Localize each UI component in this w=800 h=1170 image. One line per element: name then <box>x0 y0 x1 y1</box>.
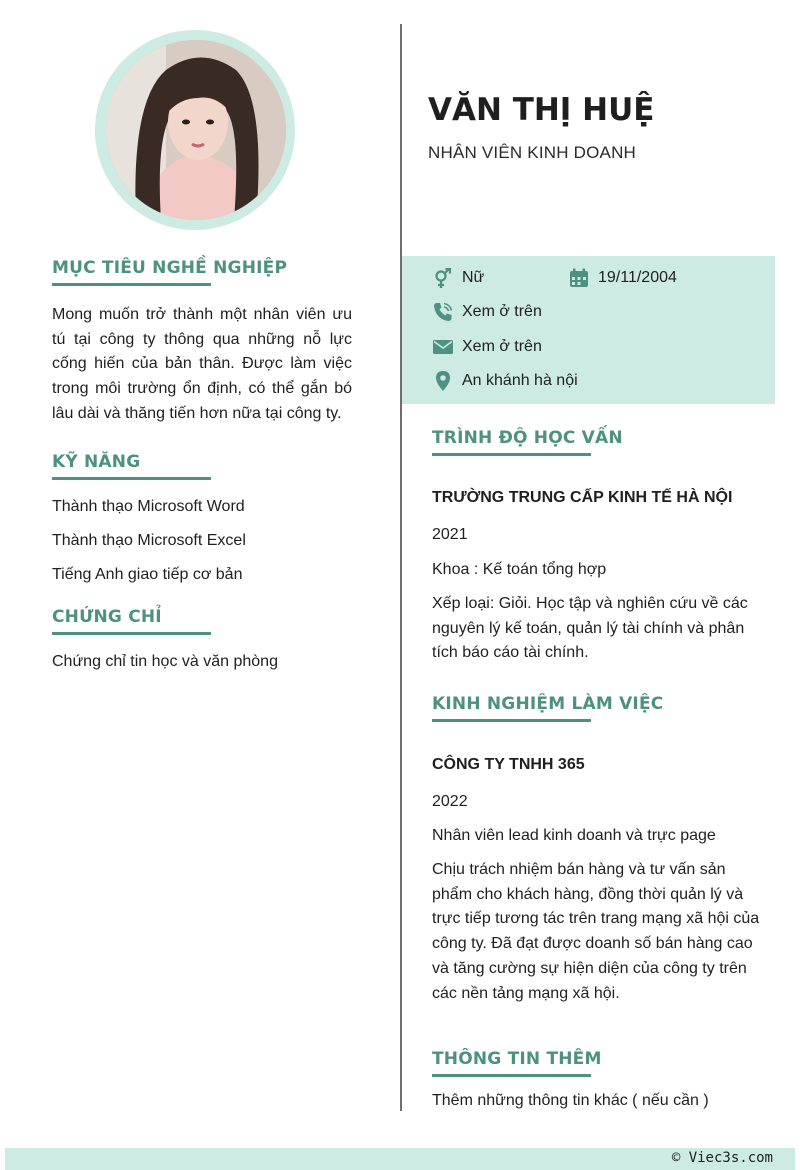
additional-text: Thêm những thông tin khác ( nếu cần ) <box>432 1092 709 1109</box>
footer-bar <box>5 1148 795 1170</box>
experience-section <box>432 692 762 1006</box>
left-column <box>52 256 352 672</box>
birthday-value: 19/11/2004 <box>598 269 677 286</box>
experience-description: Chịu trách nhiệm bán hàng và tư vấn sản phẩm cho khách hàng, đồng thời quản lý và trực tiếp tương tác trên trang mạng xã hội của công ty. Đã đạt được doanh số bán hàng cao và tăng cường sự hiện diện của công ty trên các nền tảng mạng xã hội. <box>432 861 760 1002</box>
objective-text: Mong muốn trở thành một nhân viên ưu tú tại công ty thông qua những nỗ lực cống hiến của bản thân. Được làm việc trong môi trường ổn định, có thể gắn bó lâu dài và thăng tiến hơn nữa tại công ty. <box>52 306 352 422</box>
additional-rule <box>432 1074 591 1077</box>
location-icon <box>432 370 454 392</box>
contact-email <box>432 336 542 358</box>
objective-title: MỤC TIÊU NGHỀ NGHIỆP <box>52 258 288 278</box>
experience-rule <box>432 719 591 722</box>
email-icon <box>432 336 454 358</box>
skill-item: Thành thạo Microsoft Excel <box>52 531 246 549</box>
address-value: An khánh hà nội <box>462 372 578 389</box>
education-school: TRƯỜNG TRUNG CẤP KINH TẾ HÀ NỘI <box>432 489 733 506</box>
additional-title: THÔNG TIN THÊM <box>432 1049 602 1069</box>
contact-gender <box>432 267 484 289</box>
education-title: TRÌNH ĐỘ HỌC VẤN <box>432 428 623 448</box>
certificates-rule <box>52 632 211 635</box>
certificates-title: CHỨNG CHỈ <box>52 606 162 627</box>
skill-item: Tiếng Anh giao tiếp cơ bản <box>52 565 243 583</box>
email-value: Xem ở trên <box>462 338 542 355</box>
column-divider <box>400 24 402 1111</box>
education-major: Khoa : Kế toán tổng hợp <box>432 561 607 578</box>
gender-icon <box>432 267 454 289</box>
contact-address <box>432 370 578 392</box>
experience-year: 2022 <box>432 793 468 810</box>
certificate-item: Chứng chỉ tin học và văn phòng <box>52 652 278 670</box>
skill-item: Thành thạo Microsoft Word <box>52 497 245 515</box>
education-section <box>432 426 762 666</box>
education-year: 2021 <box>432 526 468 543</box>
avatar <box>106 40 286 220</box>
experience-company: CÔNG TY TNHH 365 <box>432 756 585 773</box>
calendar-icon <box>568 267 590 289</box>
experience-position: Nhân viên lead kinh doanh và trực page <box>432 827 716 844</box>
gender-value: Nữ <box>462 269 485 286</box>
footer-credit[interactable]: © Viec3s.com <box>671 1150 773 1166</box>
contact-box <box>402 256 775 404</box>
education-description: Xếp loại: Giỏi. Học tập và nghiên cứu về các nguyên lý kế toán, quản lý tài chính và phân tích báo cáo tài chính. <box>432 595 748 662</box>
candidate-role: NHÂN VIÊN KINH DOANH <box>428 143 637 162</box>
phone-icon <box>432 301 454 323</box>
skills-rule <box>52 477 211 480</box>
education-rule <box>432 453 591 456</box>
objective-rule <box>52 283 211 286</box>
contact-birthday <box>568 267 677 289</box>
experience-title: KINH NGHIỆM LÀM VIỆC <box>432 694 664 714</box>
phone-value: Xem ở trên <box>462 303 542 320</box>
contact-phone <box>432 301 542 323</box>
additional-section <box>432 1047 762 1111</box>
skills-title: KỸ NĂNG <box>52 451 141 472</box>
candidate-name: VĂN THỊ HUỆ <box>428 92 655 128</box>
